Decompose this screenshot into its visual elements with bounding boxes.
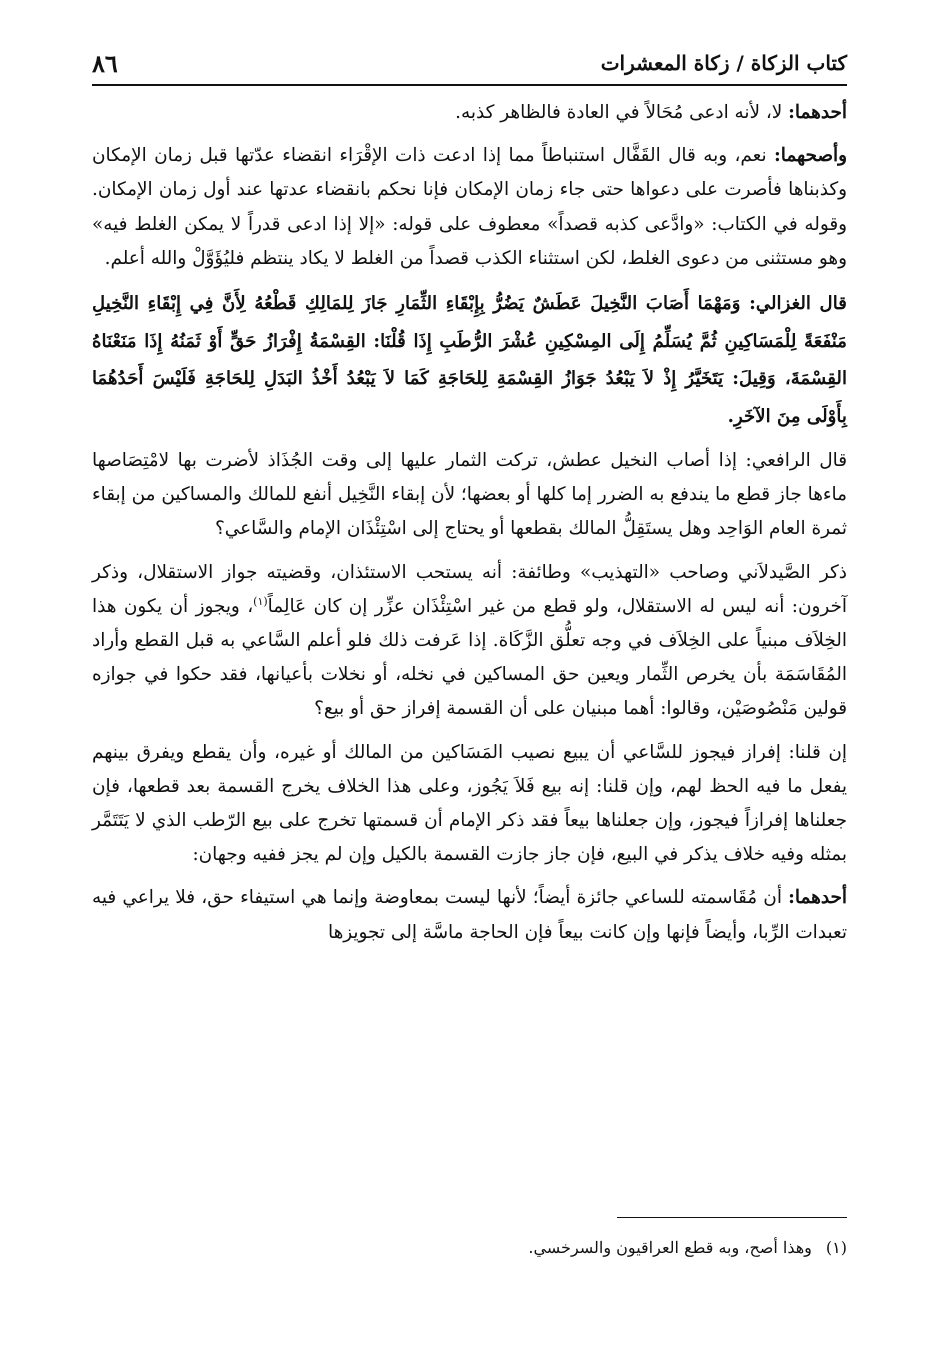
running-title: كتاب الزكاة / زكاة المعشرات xyxy=(600,51,847,75)
paragraph-lead: أحدهما: xyxy=(788,887,847,909)
paragraph-text: نعم، وبه قال القَفَّال استنباطاً مما إذا ادعت ذات الإقْرَاء انقضاء عدّتها قبل زمان الإمكان وكذبناها فأصرت على دعواها حتى جاء زمان الإمكان فإنا نحكم بانقضاء عدتها عند أول زمان الإمكان. وقوله في الكتاب: «وادَّعى كذبه قصداً» معطوف على قوله: «إلا إذا ادعى قدراً لا يمكن الغلط فيه» وهو مستثنى من دعوى الغلط، لكن استثناء الكذب قصداً من الغلط لا يكاد ينتظم فليُؤَوَّلْ والله أعلم. xyxy=(92,145,847,269)
paragraph-ifraz xyxy=(92,736,847,873)
page-header xyxy=(92,44,847,82)
paragraph-saydalani xyxy=(92,556,847,727)
footnote-number: (١) xyxy=(825,1238,847,1257)
footnote-text: وهذا أصح، وبه قطع العراقيون والسرخسي. xyxy=(528,1238,812,1257)
paragraph-rafii-commentary xyxy=(92,444,847,547)
paragraph-text: ، ويجوز أن يكون هذا الخِلاَف مبنياً على الخِلاَف في وجه تعلُّق الزَّكَاة. إذا عَرفت ذلك فلو أعلم السَّاعي به قبل القطع وأراد المُقَاسَمَة بأن يخرص الثِّمار ويعين حق المساكين في نخله، أو نخلات بأعيانها، فقد حكوا في جوازه قولين مَنْصُوصَيْن، وقالوا: أهما مبنيان على أن القسمة إفراز حق أو بيع؟ xyxy=(92,595,847,720)
paragraph-first-of-two-views xyxy=(92,881,847,949)
page-number: ٨٦ xyxy=(92,48,118,78)
paragraph-second-view xyxy=(92,139,847,276)
paragraph-lead: أحدهما: xyxy=(788,102,847,123)
paragraph-text: أن مُقَاسمته للساعي جائزة أيضاً؛ لأنها ليست بمعاوضة وإنما هي استيفاء حق، فلا يراعي فيه تعبدات الرِّبا، وأيضاً فإنها وإن كانت بيعاً فإن الحاجة ماسَّة إلى تجويزها xyxy=(92,887,847,943)
footnote xyxy=(92,1234,847,1262)
paragraph-text: قال الرافعي: إذا أصاب النخيل عطش، تركت الثمار عليها إلى وقت الجُذَاذ لأضرت بها لامْتِصَاصها ماءها جاز قطع ما يندفع به الضرر إما كلها أو بعضها؛ لأن إبقاء النَّخِيل أنفع للمالك والمساكين من إبقاء ثمرة العام الوَاحِد وهل يستَقِلُّ المالك بقطعها أو يحتاج إلى اسْتِئْذَان الإمام والسَّاعي؟ xyxy=(92,450,847,540)
paragraph-text: لا، لأنه ادعى مُحَالاً في العادة فالظاهر كذبه. xyxy=(455,102,789,123)
footnote-rule xyxy=(617,1217,847,1218)
paragraph-text: قال الغزالي: وَمَهْمَا أَصَابَ النَّخِيلَ عَطَشٌ يَضُرُّ بِإِبْقَاءِ الثِّمَارِ جَازَ لِلمَالِكِ قَطْعُهُ لِأَنَّ فِي إِبْقَاءِ النَّخِيلِ مَنْفَعَةً لِلْمَسَاكِينِ ثُمَّ يُسَلِّمُ إِلَى المِسْكِينِ عُشْرَ الرُّطَبِ إِذَا قُلْنَا: القِسْمَةُ إِفْرَازُ حَقٍّ أَوْ ثَمَنُهُ إِذَا مَنَعْنَاهُ القِسْمَةَ، وَقِيلَ: يَتَخَيَّرُ إِذْ لاَ يَبْعُدُ جَوَازُ القِسْمَةِ لِلحَاجَةِ كَمَا لاَ يَبْعُدُ أَخْذُ البَدَلِ لِلحَاجَةِ فَلَيْسَ أَحَدُهُمَا بِأَوْلَى مِنَ الآخَرِ. xyxy=(92,293,847,427)
paragraph-ghazali-matn xyxy=(92,285,847,435)
paragraph-lead: وأصحهما: xyxy=(774,145,847,167)
paragraph-text: ذكر الصَّيدلاَني وصاحب «التهذيب» وطائفة: أنه يستحب الاستئذان، وقضيته جواز الاستقلال، وذكر آخرون: أنه ليس له الاستقلال، ولو قطع من غير اسْتِئْذَان عزِّر إن كان عَالِماً xyxy=(92,561,847,617)
paragraph-text: إن قلنا: إفراز فيجوز للسَّاعي أن يبيع نصيب المَسَاكين من المالك أو غيره، وأن يقطع ويفرق بينهم يفعل ما فيه الحظ لهم، وإن قلنا: إنه بيع فَلاَ يَجُوز، وعلى هذا الخلاف يخرج القسمة بعد قطعها، فإن جعلناها إفرازاً فيجوز، وإن جعلناها بيعاً فقد ذكر الإمام أن قسمتها تخرج على بيع الرّطب الذي لا يَتَتَمَّر بمثله وفيه خلاف يذكر في البيع، فإن جاز جازت القسمة بالكيل وإن لم يجز ففيه وجهان: xyxy=(92,741,847,866)
body-text xyxy=(92,96,847,959)
header-rule xyxy=(92,84,847,86)
paragraph-first-view xyxy=(92,96,847,130)
footnote-marker: (١) xyxy=(253,594,268,608)
